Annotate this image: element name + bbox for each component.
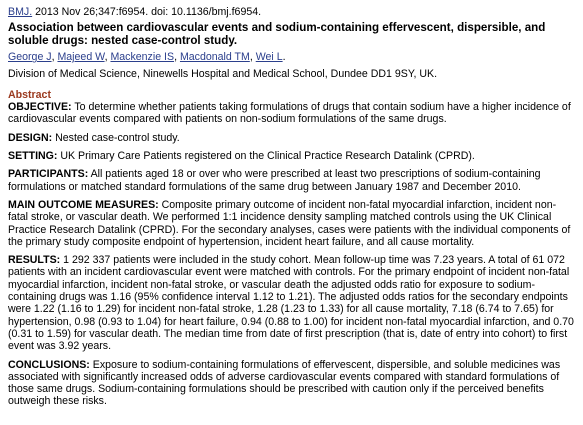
abstract-section-results — [8, 254, 575, 352]
section-label: DESIGN: — [8, 131, 53, 144]
section-text: UK Primary Care Patients registered on the Clinical Practice Research Datalink (CPRD). — [57, 150, 475, 163]
abstract-heading: Abstract — [8, 88, 51, 101]
section-label: SETTING: — [8, 150, 58, 163]
author-list — [8, 51, 575, 63]
abstract-section-participants — [8, 168, 575, 193]
section-text: Composite primary outcome of incident non-fatal myocardial infarction, incident non-fatal stroke, or vascular death. We performed 1:1 incidence density sampling matched controls using the UK Clinical Practice Research Datalink (CPRD). For the secondary analyses, cases were patients with the individual components of the primary study composite endpoint of hypertension, incident heart failure, and all cause mortality. — [8, 198, 571, 248]
citation — [8, 6, 575, 18]
section-label: OBJECTIVE: — [8, 101, 72, 114]
section-label: RESULTS: — [8, 254, 61, 267]
author-separator: , — [174, 51, 180, 64]
citation-details: 2013 Nov 26;347:f6954. doi: 10.1136/bmj.f6954. — [32, 6, 262, 18]
section-text: To determine whether patients taking formulations of drugs that contain sodium have a higher incidence of cardiovascular events compared with patients on non-sodium formulations of the same drugs. — [8, 101, 571, 126]
author-link[interactable]: Wei L — [255, 51, 283, 64]
journal-link[interactable]: BMJ. — [8, 6, 33, 18]
abstract-section-main-outcome-measures — [8, 199, 575, 248]
affiliation: Division of Medical Science, Ninewells Hospital and Medical School, Dundee DD1 9SY, UK. — [8, 67, 438, 80]
author-separator: , — [104, 51, 111, 64]
abstract-section-setting — [8, 150, 575, 162]
section-text: All patients aged 18 or over who were prescribed at least two prescriptions of sodium-containing formulations or matched standard formulations of the same drug between January 1987 and December 2010. — [8, 168, 541, 193]
author-link[interactable]: George J — [8, 51, 52, 64]
section-label: PARTICIPANTS: — [8, 168, 89, 181]
abstract-section-objective — [8, 101, 575, 126]
section-label: CONCLUSIONS: — [8, 358, 90, 371]
section-text: Nested case-control study. — [52, 131, 180, 144]
author-list-end: . — [282, 51, 286, 64]
section-text: 1 292 337 patients were included in the study cohort. Mean follow-up time was 7.23 years. A total of 61 072 patients with an incident cardiovascular event were matched with controls. For the primary endpoint of incident non-fatal myocardial infarction, incident non-fatal stroke, or vascular death the adjusted odds ratio for exposure to sodium-containing drugs was 1.16 (95% confidence interval 1.12 to 1.21). The adjusted odds ratios for the secondary endpoints were 1.22 (1.16 to 1.29) for incident non-fatal stroke, 1.28 (1.23 to 1.33) for all cause mortality, 7.18 (6.74 to 7.65) for hypertension, 0.98 (0.93 to 1.04) for heart failure, 0.94 (0.88 to 1.00) for incident non-fatal myocardial infarction, and 0.70 (0.31 to 1.59) for vascular death. The median time from date of first prescription (that is, date of entry into cohort) to first event was 3.92 years. — [8, 254, 574, 353]
abstract-section-conclusions — [8, 359, 575, 408]
author-separator: , — [249, 51, 256, 64]
author-separator: , — [51, 51, 58, 64]
article-title: Association between cardiovascular events and sodium-containing effervescent, dispersible, and soluble drugs: nested case-control study. — [8, 21, 546, 47]
section-text: Exposure to sodium-containing formulations of effervescent, dispersible, and soluble medicines was associated with significantly increased odds of adverse cardiovascular events compared with standard formulations of those same drugs. Sodium-containing formulations should be prescribed with caution only if the perceived benefits outweigh these risks. — [8, 358, 561, 408]
section-label: MAIN OUTCOME MEASURES: — [8, 198, 159, 211]
author-link[interactable]: Macdonald TM — [179, 51, 250, 64]
abstract-section-design — [8, 132, 575, 144]
author-link[interactable]: Majeed W — [57, 51, 105, 64]
author-link[interactable]: Mackenzie IS — [110, 51, 175, 64]
